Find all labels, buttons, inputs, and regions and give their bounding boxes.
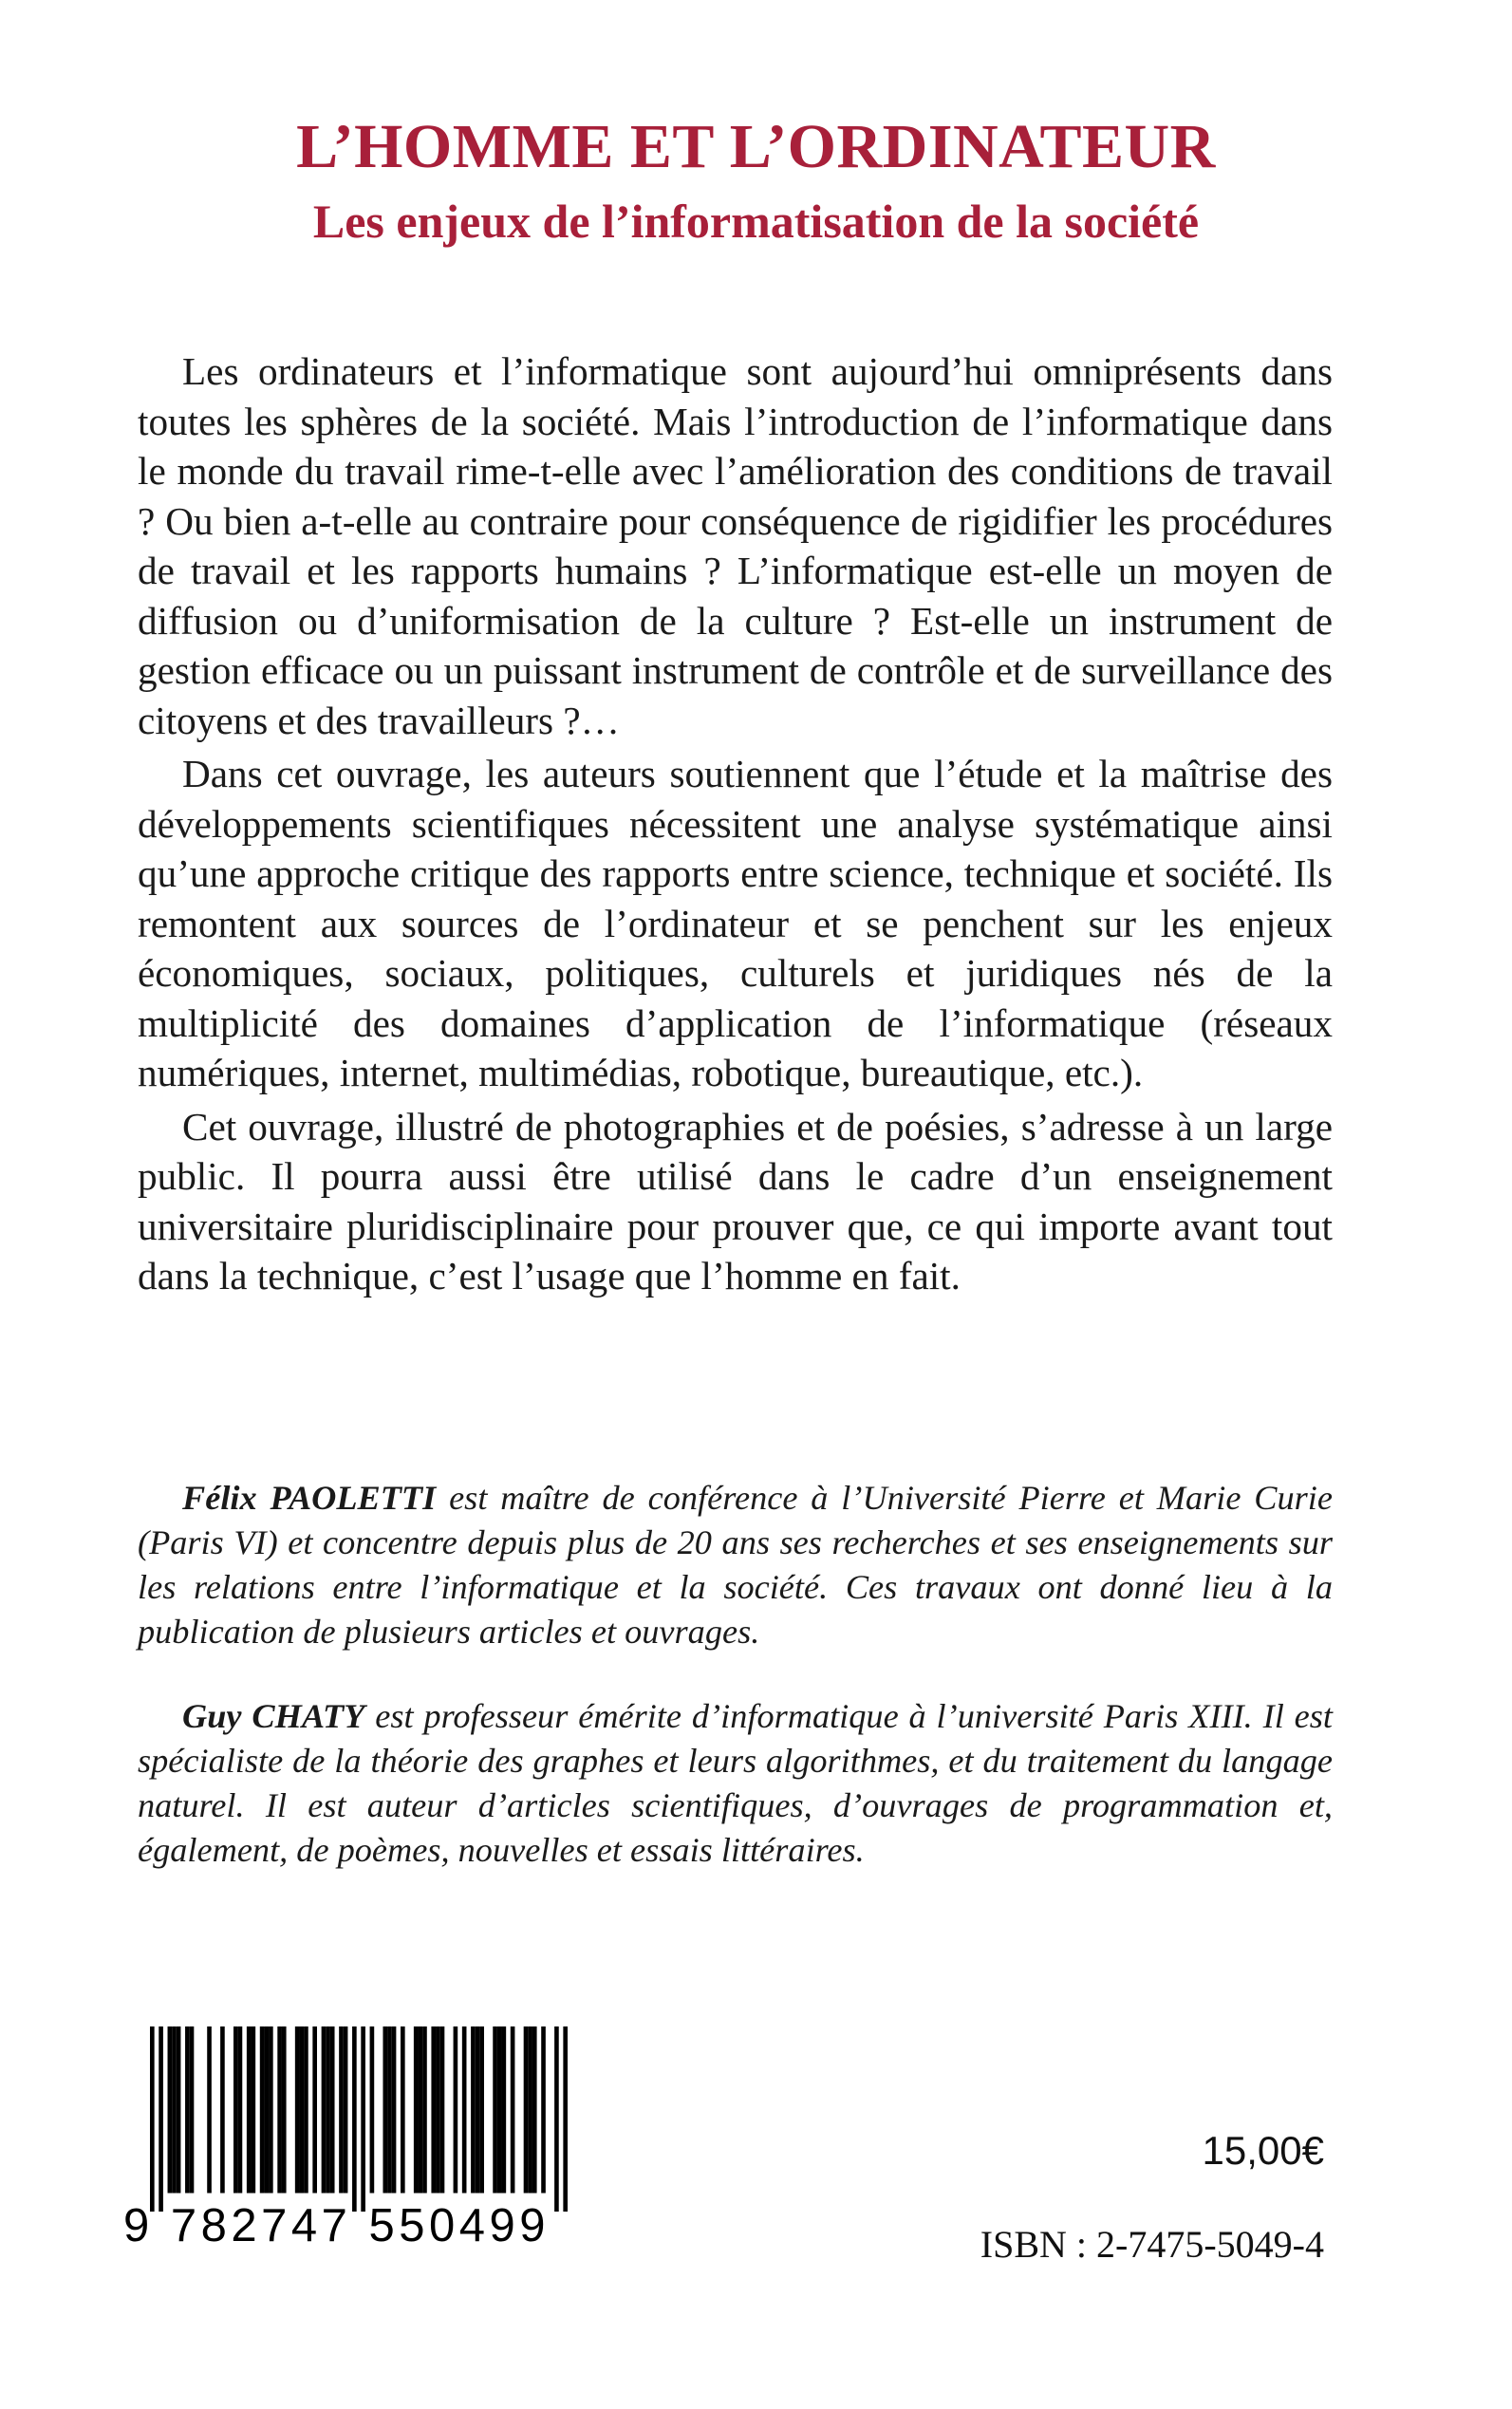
barcode-bar [528,2026,532,2194]
barcode [123,2026,579,2259]
barcode-bar [269,2026,273,2194]
description-paragraph: Les ordinateurs et l’informatique sont aujourd’hui omniprésents dans toutes les sphères de la société. Mais l’introduction de l’informatique dans le monde du travail rime-t-elle avec l’amélioration des conditions de travail ? Ou bien a-t-elle au contraire pour conséquence de rigidifier les procédures de travail et les rapports humains ? L’informatique est-elle un moyen de diffusion ou d’uniformisation de la culture ? Est-elle un instrument de gestion efficace ou un puissant instrument de contrôle et de surveillance des citoyens et des travailleurs ?… [138,349,1333,742]
author-bio [138,1694,1333,1873]
book-subtitle: Les enjeux de l’informatisation de la société [312,195,1200,248]
barcode-bar [392,2026,397,2194]
barcode-bar [414,2026,419,2194]
barcode-bar [383,2026,387,2194]
barcode-bar [493,2026,497,2194]
barcode-bars [150,2026,568,2212]
barcode-bar [419,2026,423,2194]
isbn: ISBN : 2-7475-5049-4 [980,2223,1324,2266]
barcode-bar [440,2026,445,2194]
price: 15,00€ [1202,2128,1324,2173]
barcode-bar [401,2026,405,2194]
barcode-bar [431,2026,436,2194]
barcode-bar [177,2026,181,2194]
barcode-bar [462,2026,467,2194]
author-bios [138,1476,1333,1873]
barcode-bar [344,2026,348,2194]
barcode-bar [185,2026,190,2194]
barcode-bar [479,2026,484,2194]
barcode-bar [150,2026,155,2212]
book-title: L’HOMME ET L’ORDINATEUR [296,112,1216,181]
barcode-bar [339,2026,344,2194]
barcode-bar [252,2026,256,2194]
barcode-bar [190,2026,195,2194]
barcode-bar [471,2026,476,2194]
barcode-bar [476,2026,480,2194]
barcode-bar [497,2026,502,2194]
barcode-bar [260,2026,265,2194]
barcode-bar [247,2026,252,2194]
barcode-bar [299,2026,304,2194]
barcode-bar [220,2026,225,2194]
barcode-bar [233,2026,238,2194]
barcode-bar [207,2026,212,2194]
barcode-bar [282,2026,287,2194]
barcode-bar [352,2026,357,2212]
barcode-bar [330,2026,335,2194]
barcode-bar [554,2026,559,2212]
author-name: Félix PAOLETTI [182,1479,437,1517]
barcode-bar [422,2026,427,2194]
barcode-bar [238,2026,243,2194]
barcode-bar [532,2026,537,2194]
barcode-bar [454,2026,458,2194]
barcode-bar [277,2026,282,2194]
description-paragraph: Cet ouvrage, illustré de photographies et de poésies, s’adresse à un large public. Il pourra aussi être utilisé dans le cadre d’un enseignement universitaire pluridisciplinaire pour prouver que, ce qui importe avant tout dans la technique, c’est l’usage que l’homme en fait. [138,1104,1333,1298]
barcode-bar [312,2026,317,2194]
barcode-digits: 9 782747 550499 [123,2200,550,2251]
barcode-bar [295,2026,300,2194]
barcode-bar [387,2026,392,2194]
author-name: Guy CHATY [182,1697,365,1735]
barcode-bar [541,2026,546,2194]
barcode-bar [326,2026,330,2194]
barcode-bar [436,2026,440,2194]
barcode-bar [322,2026,327,2194]
author-bio-text: est professeur émérite d’informatique à l’université Paris XIII. Il est spécialiste de la théorie des graphes et leurs algorithmes, et du traitement du langage naturel. Il est auteur d’articles scientifiques, d’ouvrages de programmation et, également, de poèmes, nouvelles et essais littéraires. [138,1697,1333,1869]
barcode-bar [563,2026,568,2212]
barcode-bar [524,2026,529,2194]
barcode-bar [264,2026,269,2194]
barcode-bar [502,2026,507,2194]
barcode-bar [511,2026,515,2194]
description-paragraph: Dans cet ouvrage, les auteurs soutiennent que l’étude et la maîtrise des développements scientifiques nécessitent une analyse systématique ainsi qu’une approche critique des rapports entre science, technique et société. Ils remontent aux sources de l’ordinateur et se penchent sur les enjeux économiques, sociaux, politiques, culturels et juridiques nés de la multiplicité des domaines d’application de l’informatique (réseaux numériques, internet, multimédias, robotique, bureautique, etc.). [138,752,1333,1094]
author-bio [138,1476,1333,1654]
barcode-bar [168,2026,173,2194]
barcode-bar [159,2026,163,2212]
book-description [138,346,1333,1305]
barcode-bar [361,2026,365,2212]
barcode-bar [304,2026,308,2194]
barcode-bar [172,2026,177,2194]
barcode-bar [370,2026,375,2194]
author-bio-text: est maître de conférence à l’Université Pierre et Marie Curie (Paris VI) et concentre depuis plus de 20 ans ses recherches et ses enseignements sur les relations entre l’informatique et la société. Ces travaux ont donné lieu à la publication de plusieurs articles et ouvrages. [138,1479,1333,1651]
